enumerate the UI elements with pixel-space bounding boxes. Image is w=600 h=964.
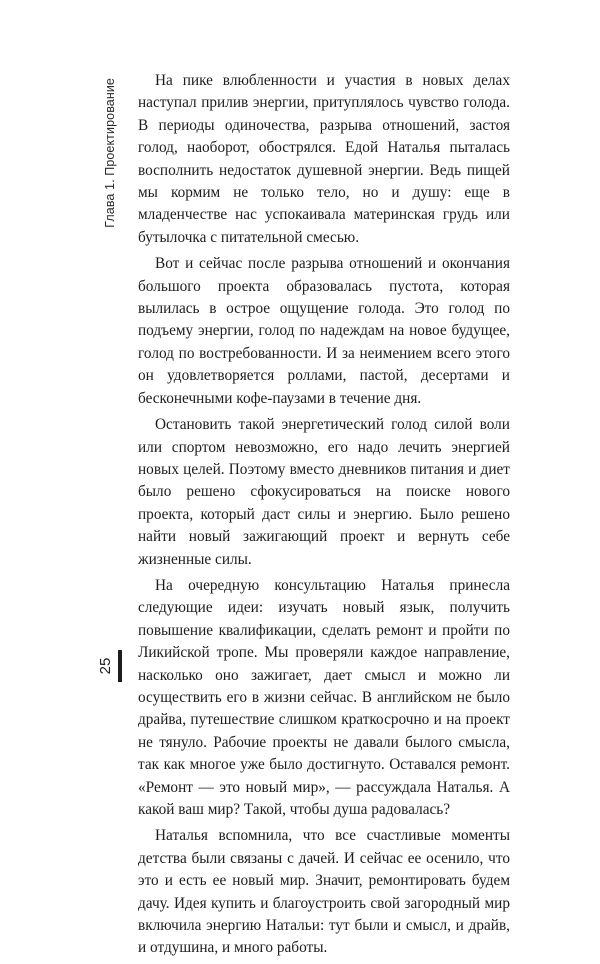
body-text	[138, 70, 510, 964]
paragraph-4: На очередную консультацию Наталья принесла следующие идеи: изучать новый язык, получить повышение квалификации, сделать ремонт и пройти по Ликийской тропе. Мы проверяли каждое направление, насколько оно зажигает, дает смысл и можно ли осуществить его в жизни сейчас. В английском не было драйва, путешествие слишком краткосрочно и на проект не тянуло. Рабочие проекты не давали былого смысла, так как многое уже было достигнуто. Оставался ремонт. «Ремонт — это новый мир», — рассуждала Наталья. А какой ваш мир? Такой, чтобы душа радовалась?	[138, 576, 510, 818]
page-number-bar	[118, 650, 122, 682]
page-number	[98, 652, 114, 680]
paragraph-2: Вот и сейчас после разрыва отношений и окончания большого проекта образовалась пустота, которая вылилась в острое ощущение голода. Это голод по подъему энергии, голод по надеждам на новое будущее, голод по востребованности. И за неимением всего этого он удовлетворяется роллами, пастой, десертами и бесконечными кофе-паузами в течение дня.	[138, 255, 510, 407]
paragraph-1: На пике влюбленности и участия в новых делах наступал прилив энергии, притуплялось чувство голода. В периоды одиночества, разрыва отношений, застоя голод, наоборот, обострялся. Едой Наталья пыталась восполнить недостаток душевной энергии. Ведь пищей мы кормим не только тело, но и душу: еще в младенчестве нас успокаивала материнская грудь или бутылочка с питательной смесью.	[138, 72, 510, 246]
paragraph-5: Наталья вспомнила, что все счастливые моменты детства были связаны с дачей. И сейчас ее осенило, что это и есть ее новый мир. Значит, ремонтировать будем дачу. Идея купить и благоустроить свой загородный мир включила энергию Натальи: тут были и смысл, и драйв, и отдушина, и много работы.	[138, 827, 510, 957]
paragraph-3: Остановить такой энергетический голод силой воли или спортом невозможно, его надо лечить энергией новых целей. Поэтому вместо дневников питания и диет было решено сфокусироваться на поиске нового проекта, который даст силы и энергию. Было решено найти новый зажигающий проект и вернуть себе жизненные силы.	[138, 416, 510, 568]
running-header-text: Глава 1. Проектирование	[103, 78, 117, 228]
page-number-text: 25	[97, 657, 114, 675]
running-header	[98, 78, 122, 248]
